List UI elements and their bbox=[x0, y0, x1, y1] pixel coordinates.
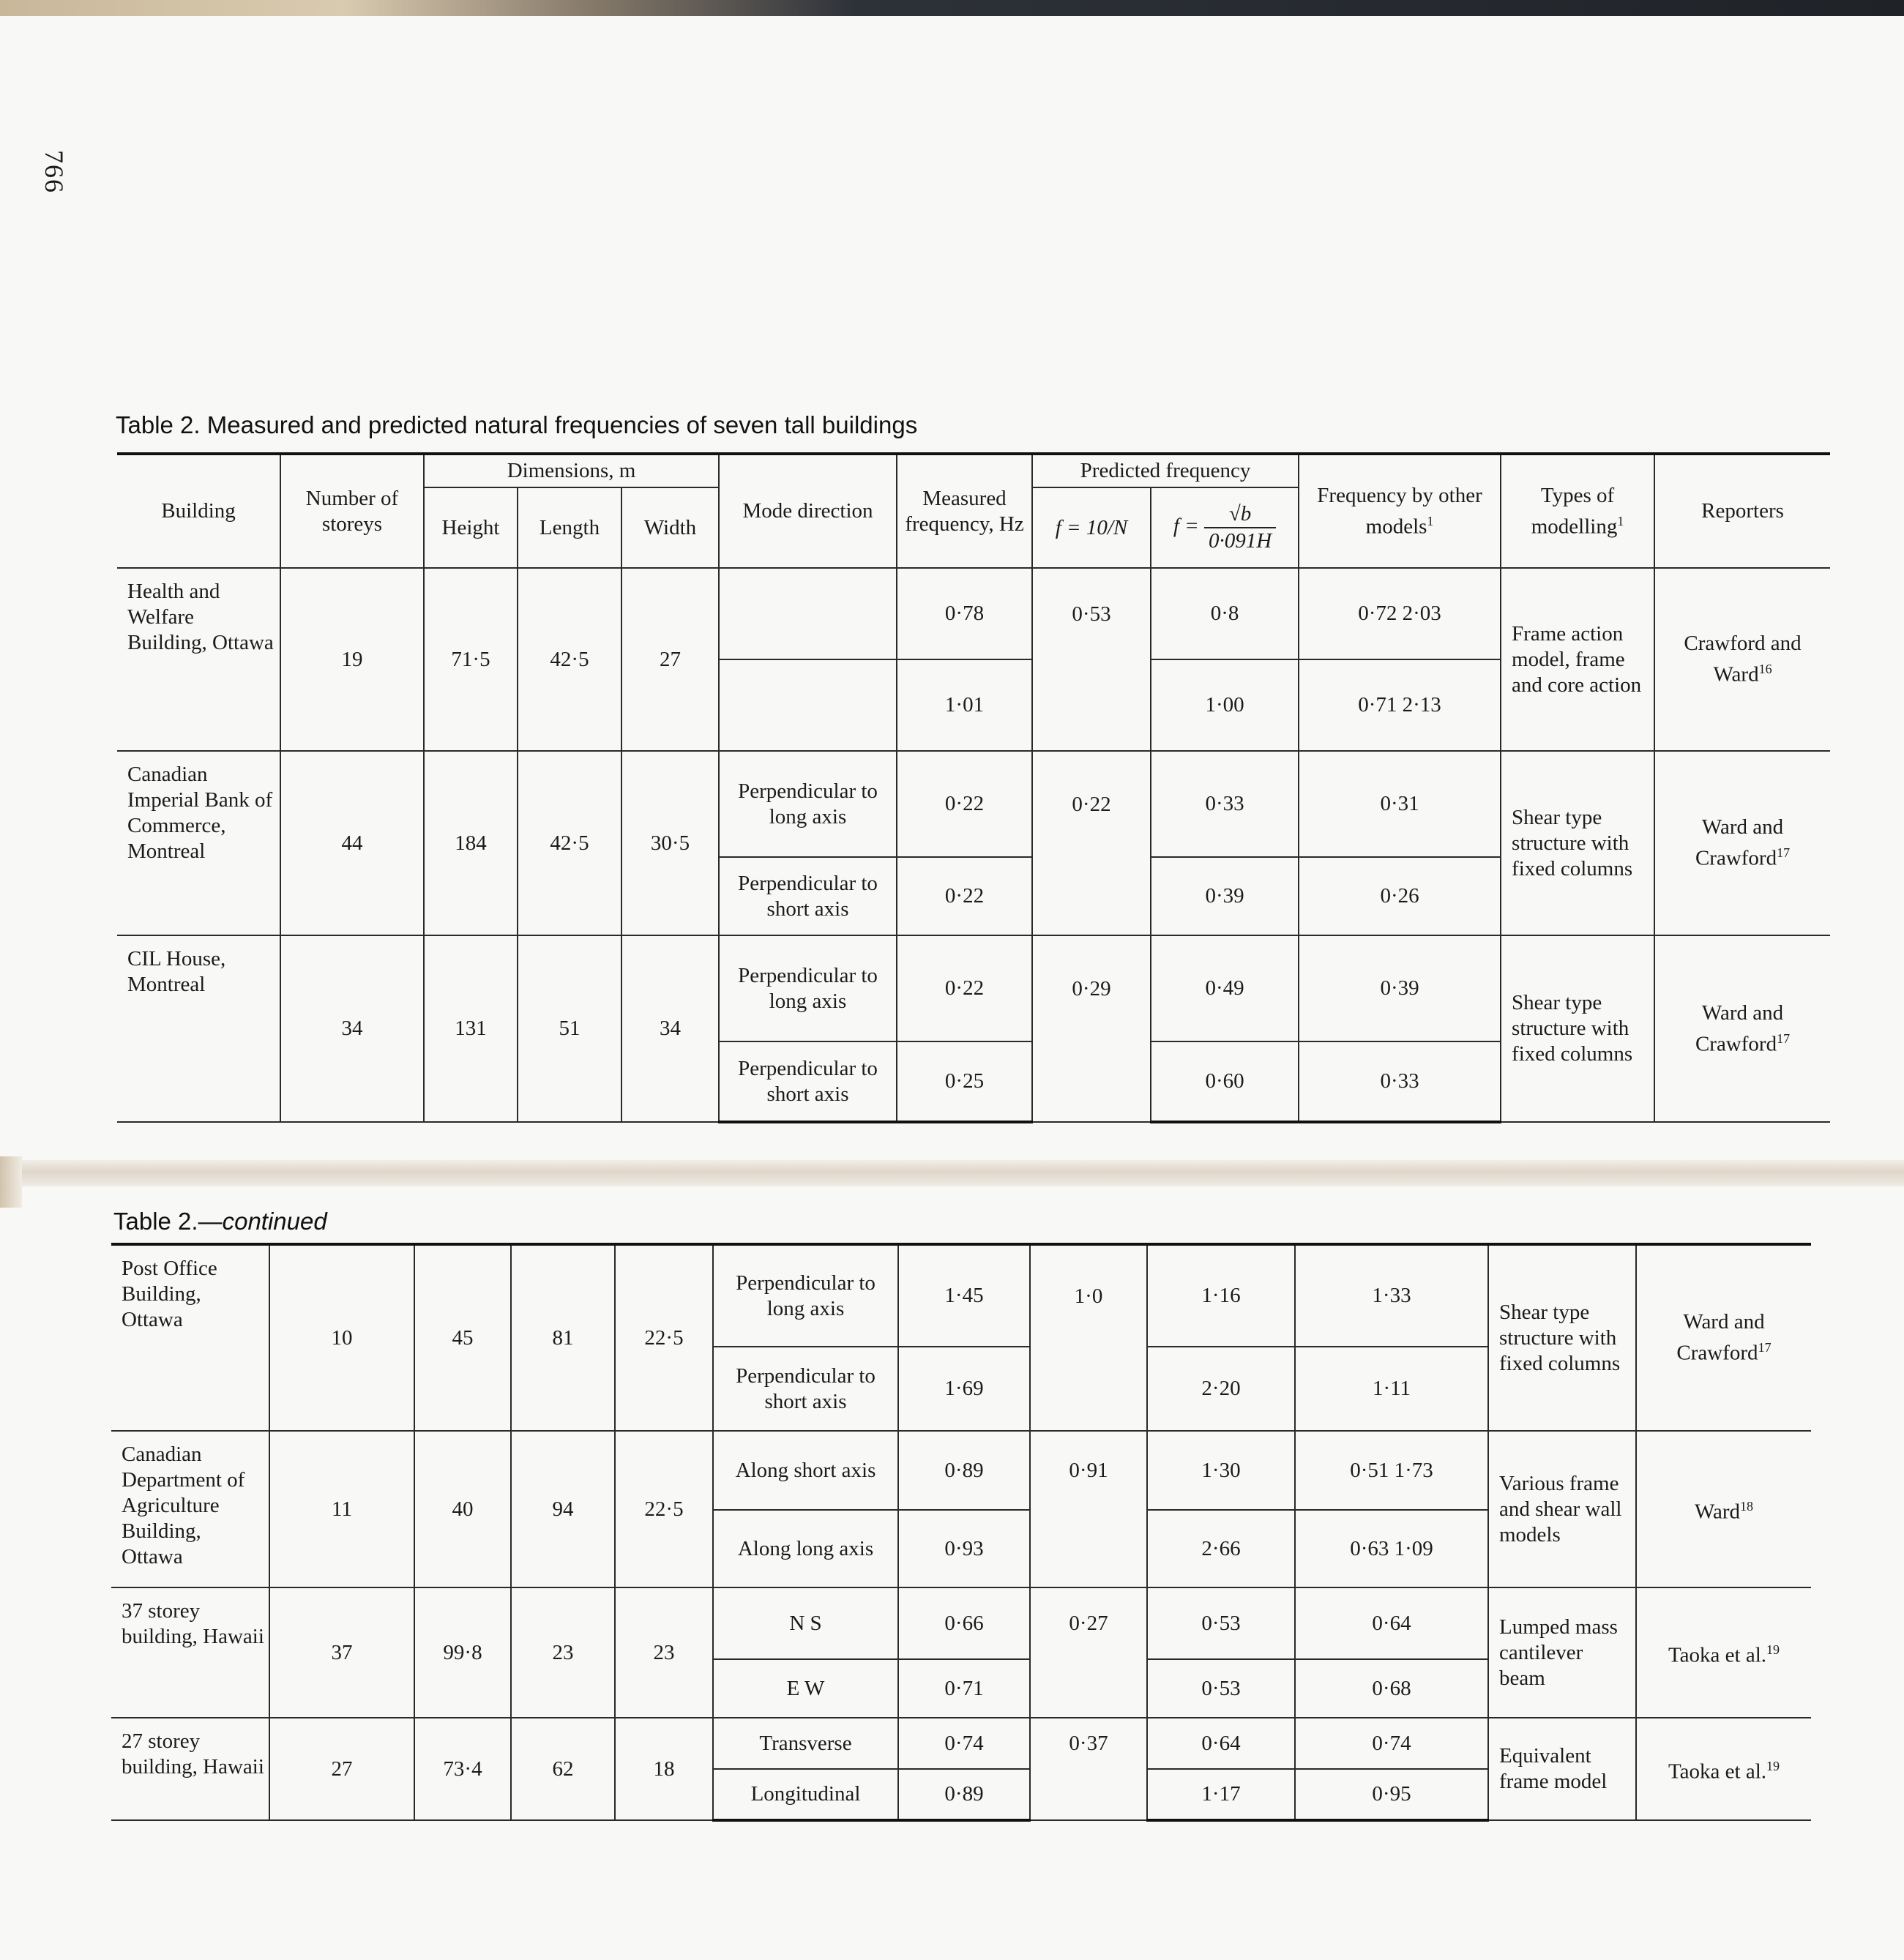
header-storeys: Number of storeys bbox=[280, 454, 424, 568]
measured-frequency: 0·25 bbox=[897, 1041, 1032, 1122]
reporters bbox=[1654, 568, 1830, 751]
mode-direction: Along short axis bbox=[713, 1431, 898, 1510]
storeys-value: 44 bbox=[280, 751, 424, 935]
mode-direction: Perpendicular to short axis bbox=[719, 1041, 897, 1122]
other-models-frequency: 0·51 1·73 bbox=[1295, 1431, 1488, 1510]
reporters bbox=[1636, 1431, 1811, 1587]
reporter-names: Ward bbox=[1694, 1500, 1741, 1524]
predicted-frequency-n: 0·37 bbox=[1030, 1718, 1147, 1820]
predicted-frequency-n: 0·27 bbox=[1030, 1587, 1147, 1718]
building-name: Health and Welfare Building, Ottawa bbox=[117, 568, 280, 751]
predicted-frequency-h: 0·53 bbox=[1147, 1587, 1295, 1659]
reference-number: 16 bbox=[1758, 662, 1772, 677]
width-value: 30·5 bbox=[621, 751, 719, 935]
reference-number: 19 bbox=[1766, 1758, 1780, 1773]
other-models-frequency: 0·95 bbox=[1295, 1769, 1488, 1820]
predicted-frequency-n: 0·53 bbox=[1032, 568, 1151, 751]
predicted-frequency-h: 0·39 bbox=[1151, 857, 1299, 935]
predicted-frequency-h: 2·20 bbox=[1147, 1347, 1295, 1431]
modelling-type: Lumped mass cantilever beam bbox=[1488, 1587, 1636, 1718]
mode-direction: Transverse bbox=[713, 1718, 898, 1769]
length-value: 94 bbox=[511, 1431, 615, 1587]
storeys-value: 19 bbox=[280, 568, 424, 751]
header-measured: Measured frequency, Hz bbox=[897, 454, 1032, 568]
reporter-names: Taoka et al. bbox=[1668, 1759, 1767, 1784]
mode-direction: E W bbox=[713, 1659, 898, 1718]
modelling-type: Shear type structure with fixed columns bbox=[1488, 1244, 1636, 1431]
length-value: 42·5 bbox=[518, 568, 621, 751]
building-name: Canadian Imperial Bank of Commerce, Montreal bbox=[117, 751, 280, 935]
predicted-frequency-h: 2·66 bbox=[1147, 1510, 1295, 1587]
predicted-frequency-h: 0·53 bbox=[1147, 1659, 1295, 1718]
measured-frequency: 0·22 bbox=[897, 751, 1032, 857]
page-fold bbox=[0, 1160, 1904, 1186]
predicted-frequency-n: 0·22 bbox=[1032, 751, 1151, 935]
header-formula-2: f = $\frac{√b}{0\cdot 091H}$ bbox=[1151, 487, 1299, 568]
length-value: 81 bbox=[511, 1244, 615, 1431]
table-row bbox=[117, 568, 1830, 659]
reporter-names: Ward and Crawford bbox=[1695, 815, 1784, 870]
length-value: 62 bbox=[511, 1718, 615, 1820]
header-building: Building bbox=[117, 454, 280, 568]
mode-direction: Longitudinal bbox=[713, 1769, 898, 1820]
reporter-names: Crawford and Ward bbox=[1684, 632, 1802, 687]
storeys-value: 27 bbox=[269, 1718, 414, 1820]
reporter-names: Ward and Crawford bbox=[1695, 1000, 1784, 1056]
predicted-frequency-h: 1·00 bbox=[1151, 659, 1299, 751]
header-types: Types of modelling$^1$ bbox=[1501, 454, 1654, 568]
mode-direction: Along long axis bbox=[713, 1510, 898, 1587]
table-row bbox=[111, 1587, 1811, 1659]
predicted-frequency-h: 1·30 bbox=[1147, 1431, 1295, 1510]
storeys-value: 11 bbox=[269, 1431, 414, 1587]
predicted-frequency-n: 1·0 bbox=[1030, 1244, 1147, 1431]
building-name: Post Office Building, Ottawa bbox=[111, 1244, 269, 1431]
measured-frequency: 1·01 bbox=[897, 659, 1032, 751]
height-value: 71·5 bbox=[424, 568, 518, 751]
other-models-frequency: 1·33 bbox=[1295, 1244, 1488, 1347]
other-models-frequency: 0·74 bbox=[1295, 1718, 1488, 1769]
reporter-names: Ward and Crawford bbox=[1676, 1310, 1765, 1365]
header-width: Width bbox=[621, 487, 719, 568]
width-value: 18 bbox=[615, 1718, 713, 1820]
predicted-frequency-h: 0·49 bbox=[1151, 935, 1299, 1041]
building-name: Canadian Department of Agriculture Building, Ottawa bbox=[111, 1431, 269, 1587]
predicted-frequency-n: 0·91 bbox=[1030, 1431, 1147, 1587]
storeys-value: 37 bbox=[269, 1587, 414, 1718]
modelling-type: Shear type structure with fixed columns bbox=[1501, 935, 1654, 1122]
measured-frequency: 0·93 bbox=[898, 1510, 1030, 1587]
height-value: 184 bbox=[424, 751, 518, 935]
height-value: 99·8 bbox=[414, 1587, 511, 1718]
modelling-type: Frame action model, frame and core action bbox=[1501, 568, 1654, 751]
reporters bbox=[1654, 935, 1830, 1122]
reference-number: 17 bbox=[1777, 845, 1791, 861]
reporters bbox=[1636, 1244, 1811, 1431]
measured-frequency: 0·89 bbox=[898, 1769, 1030, 1820]
measured-frequency: 0·78 bbox=[897, 568, 1032, 659]
width-value: 27 bbox=[621, 568, 719, 751]
header-reporters: Reporters bbox=[1654, 454, 1830, 568]
predicted-frequency-h: 0·64 bbox=[1147, 1718, 1295, 1769]
modelling-type: Equivalent frame model bbox=[1488, 1718, 1636, 1820]
header-dimensions: Dimensions, m bbox=[424, 454, 719, 487]
building-name: 37 storey building, Hawaii bbox=[111, 1587, 269, 1718]
storeys-value: 10 bbox=[269, 1244, 414, 1431]
reporters bbox=[1636, 1587, 1811, 1718]
mode-direction: N S bbox=[713, 1587, 898, 1659]
predicted-frequency-n: 0·29 bbox=[1032, 935, 1151, 1122]
length-value: 23 bbox=[511, 1587, 615, 1718]
header-length: Length bbox=[518, 487, 621, 568]
measured-frequency: 0·74 bbox=[898, 1718, 1030, 1769]
reference-number: 18 bbox=[1740, 1498, 1754, 1514]
width-value: 22·5 bbox=[615, 1244, 713, 1431]
height-value: 40 bbox=[414, 1431, 511, 1587]
frequency-table bbox=[117, 452, 1830, 1123]
reporters bbox=[1636, 1718, 1811, 1820]
other-models-frequency: 0·63 1·09 bbox=[1295, 1510, 1488, 1587]
header-other-models: Frequency by other models$^1$ bbox=[1299, 454, 1501, 568]
other-models-frequency: 0·31 bbox=[1299, 751, 1501, 857]
height-value: 131 bbox=[424, 935, 518, 1122]
mode-direction bbox=[719, 659, 897, 751]
header-formula-1: f = 10/N bbox=[1032, 487, 1151, 568]
page-number: 766 bbox=[40, 150, 69, 194]
table-caption: Table 2. Measured and predicted natural frequencies of seven tall buildings bbox=[116, 411, 918, 438]
mode-direction: Perpendicular to long axis bbox=[719, 935, 897, 1041]
frequency-table-continued bbox=[111, 1243, 1811, 1822]
mode-direction: Perpendicular to short axis bbox=[713, 1347, 898, 1431]
predicted-frequency-h: 0·33 bbox=[1151, 751, 1299, 857]
building-name: 27 storey building, Hawaii bbox=[111, 1718, 269, 1820]
header-mode: Mode direction bbox=[719, 454, 897, 568]
table-row bbox=[111, 1718, 1811, 1769]
predicted-frequency-h: 1·16 bbox=[1147, 1244, 1295, 1347]
width-value: 23 bbox=[615, 1587, 713, 1718]
length-value: 51 bbox=[518, 935, 621, 1122]
other-models-frequency: 0·39 bbox=[1299, 935, 1501, 1041]
width-value: 34 bbox=[621, 935, 719, 1122]
other-models-frequency: 0·72 2·03 bbox=[1299, 568, 1501, 659]
measured-frequency: 0·22 bbox=[897, 857, 1032, 935]
height-value: 73·4 bbox=[414, 1718, 511, 1820]
other-models-frequency: 0·71 2·13 bbox=[1299, 659, 1501, 751]
mode-direction: Perpendicular to short axis bbox=[719, 857, 897, 935]
other-models-frequency: 0·68 bbox=[1295, 1659, 1488, 1718]
reference-number: 17 bbox=[1777, 1031, 1791, 1046]
height-value: 45 bbox=[414, 1244, 511, 1431]
measured-frequency: 0·66 bbox=[898, 1587, 1030, 1659]
modelling-type: Various frame and shear wall models bbox=[1488, 1431, 1636, 1587]
predicted-frequency-h: 0·8 bbox=[1151, 568, 1299, 659]
page-shadow bbox=[0, 1156, 22, 1208]
reference-number: 17 bbox=[1758, 1340, 1772, 1355]
table-row bbox=[117, 935, 1830, 1041]
reporters bbox=[1654, 751, 1830, 935]
measured-frequency: 1·45 bbox=[898, 1244, 1030, 1347]
length-value: 42·5 bbox=[518, 751, 621, 935]
predicted-frequency-h: 1·17 bbox=[1147, 1769, 1295, 1820]
building-name: CIL House, Montreal bbox=[117, 935, 280, 1122]
storeys-value: 34 bbox=[280, 935, 424, 1122]
mode-direction: Perpendicular to long axis bbox=[719, 751, 897, 857]
measured-frequency: 0·22 bbox=[897, 935, 1032, 1041]
other-models-frequency: 1·11 bbox=[1295, 1347, 1488, 1431]
mode-direction: Perpendicular to long axis bbox=[713, 1244, 898, 1347]
other-models-frequency: 0·33 bbox=[1299, 1041, 1501, 1122]
table-row bbox=[111, 1244, 1811, 1347]
width-value: 22·5 bbox=[615, 1431, 713, 1587]
predicted-frequency-h: 0·60 bbox=[1151, 1041, 1299, 1122]
other-models-frequency: 0·64 bbox=[1295, 1587, 1488, 1659]
other-models-frequency: 0·26 bbox=[1299, 857, 1501, 935]
reference-number: 19 bbox=[1766, 1642, 1780, 1657]
measured-frequency: 0·89 bbox=[898, 1431, 1030, 1510]
modelling-type: Shear type structure with fixed columns bbox=[1501, 751, 1654, 935]
measured-frequency: 1·69 bbox=[898, 1347, 1030, 1431]
table-row bbox=[117, 751, 1830, 857]
header-predicted: Predicted frequency bbox=[1032, 454, 1299, 487]
table-caption-continued: Table 2.—continued bbox=[113, 1208, 327, 1235]
measured-frequency: 0·71 bbox=[898, 1659, 1030, 1718]
table-row bbox=[111, 1431, 1811, 1510]
header-height: Height bbox=[424, 487, 518, 568]
mode-direction bbox=[719, 568, 897, 659]
reporter-names: Taoka et al. bbox=[1668, 1643, 1767, 1667]
